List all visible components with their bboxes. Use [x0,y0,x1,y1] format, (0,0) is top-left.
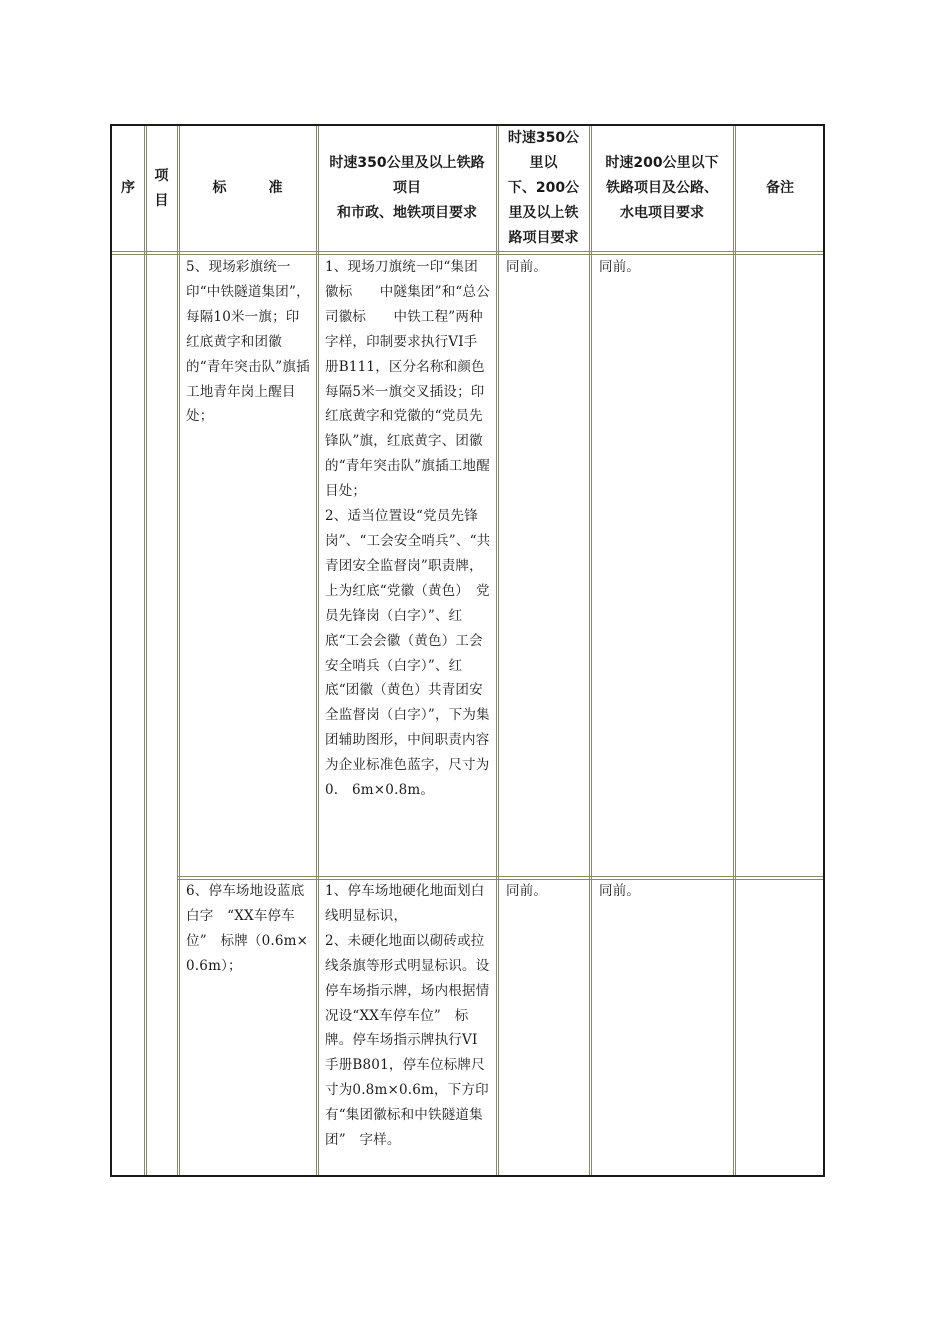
header-req-200-350 [498,126,589,251]
header-seq-label: 序 [121,180,135,196]
row-1-req-200-350: 同前。 [506,259,548,275]
row-2-req-350: 1、停车场地硬化地面划白线明显标识， 2、未硬化地面以砌砖或拉线条旗等形式明显标识。设停车场指示牌，场内根据情况设“XX车停车位” 标牌。停车场指示牌执行VI手册B801，停车位标牌尺寸为0.8m×0.6m，下方印有“集团徽标和中铁隧道集团” 字样。 [325,883,490,1149]
column-divider [177,126,178,1175]
row-1-standard: 5、现场彩旗统一印“中铁隧道集团”，每隔10米一旗；印红底黄字和团徽的“青年突击队”旗插工地青年岗上醒目处； [186,259,310,425]
column-divider [733,126,734,1175]
header-req-below-200-label: 时速200公里以下 铁路项目及公路、 水电项目要求 [605,155,719,221]
requirements-table [110,124,825,1177]
column-divider [316,126,317,1175]
header-item-label: 项 目 [154,167,169,209]
header-seq [112,126,144,251]
row-1-req-below-200: 同前。 [599,259,641,275]
header-standard [179,126,316,251]
header-req-below-200 [591,126,733,251]
row-divider [177,876,823,877]
row-2-req-200-350: 同前。 [506,883,548,899]
row-2-req-below-200: 同前。 [599,883,641,899]
header-req-350-label: 时速350公里及以上铁路项目 和市政、地铁项目要求 [329,155,485,221]
header-remarks [735,126,825,251]
header-remarks-label: 备注 [766,180,794,196]
row-1-req-350: 1、现场刀旗统一印“集团徽标 中隧集团”和“总公司徽标 中铁工程”两种字样，印制要求执行VI手册B111，区分名称和颜色每隔5米一旗交叉插设；印红底黄字和党徽的“党员先锋队”旗，红底黄字、团徽的“青年突击队”旗插工地醒目处； 2、适当位置设“党员先锋岗”、“工会安全哨兵”、“共青团安全监督岗”职责牌，上为红底“党徽（黄色） 党员先锋岗（白字）”、红底“工会会徽（黄色）工会安全哨兵（白字）”、红底“团徽（黄色）共青团安全监督岗（白字）”，下为集团辅助图形，中间职责内容为企业标准色蓝字，尺寸为0. 6m×0.8m。 [325,259,491,799]
header-divider [112,251,823,252]
row-2-standard: 6、停车场地设蓝底白字 “XX车停车位” 标牌（0.6m×0.6m）； [186,883,309,974]
header-item [146,126,177,251]
column-divider [589,126,590,1175]
header-req-200-350-label: 时速350公 里以 下、200公 里及以上铁 路项目要求 [507,130,580,246]
column-divider [496,126,497,1175]
column-divider [144,126,145,1175]
header-standard-label: 标 准 [212,180,283,196]
header-req-350 [318,126,496,251]
